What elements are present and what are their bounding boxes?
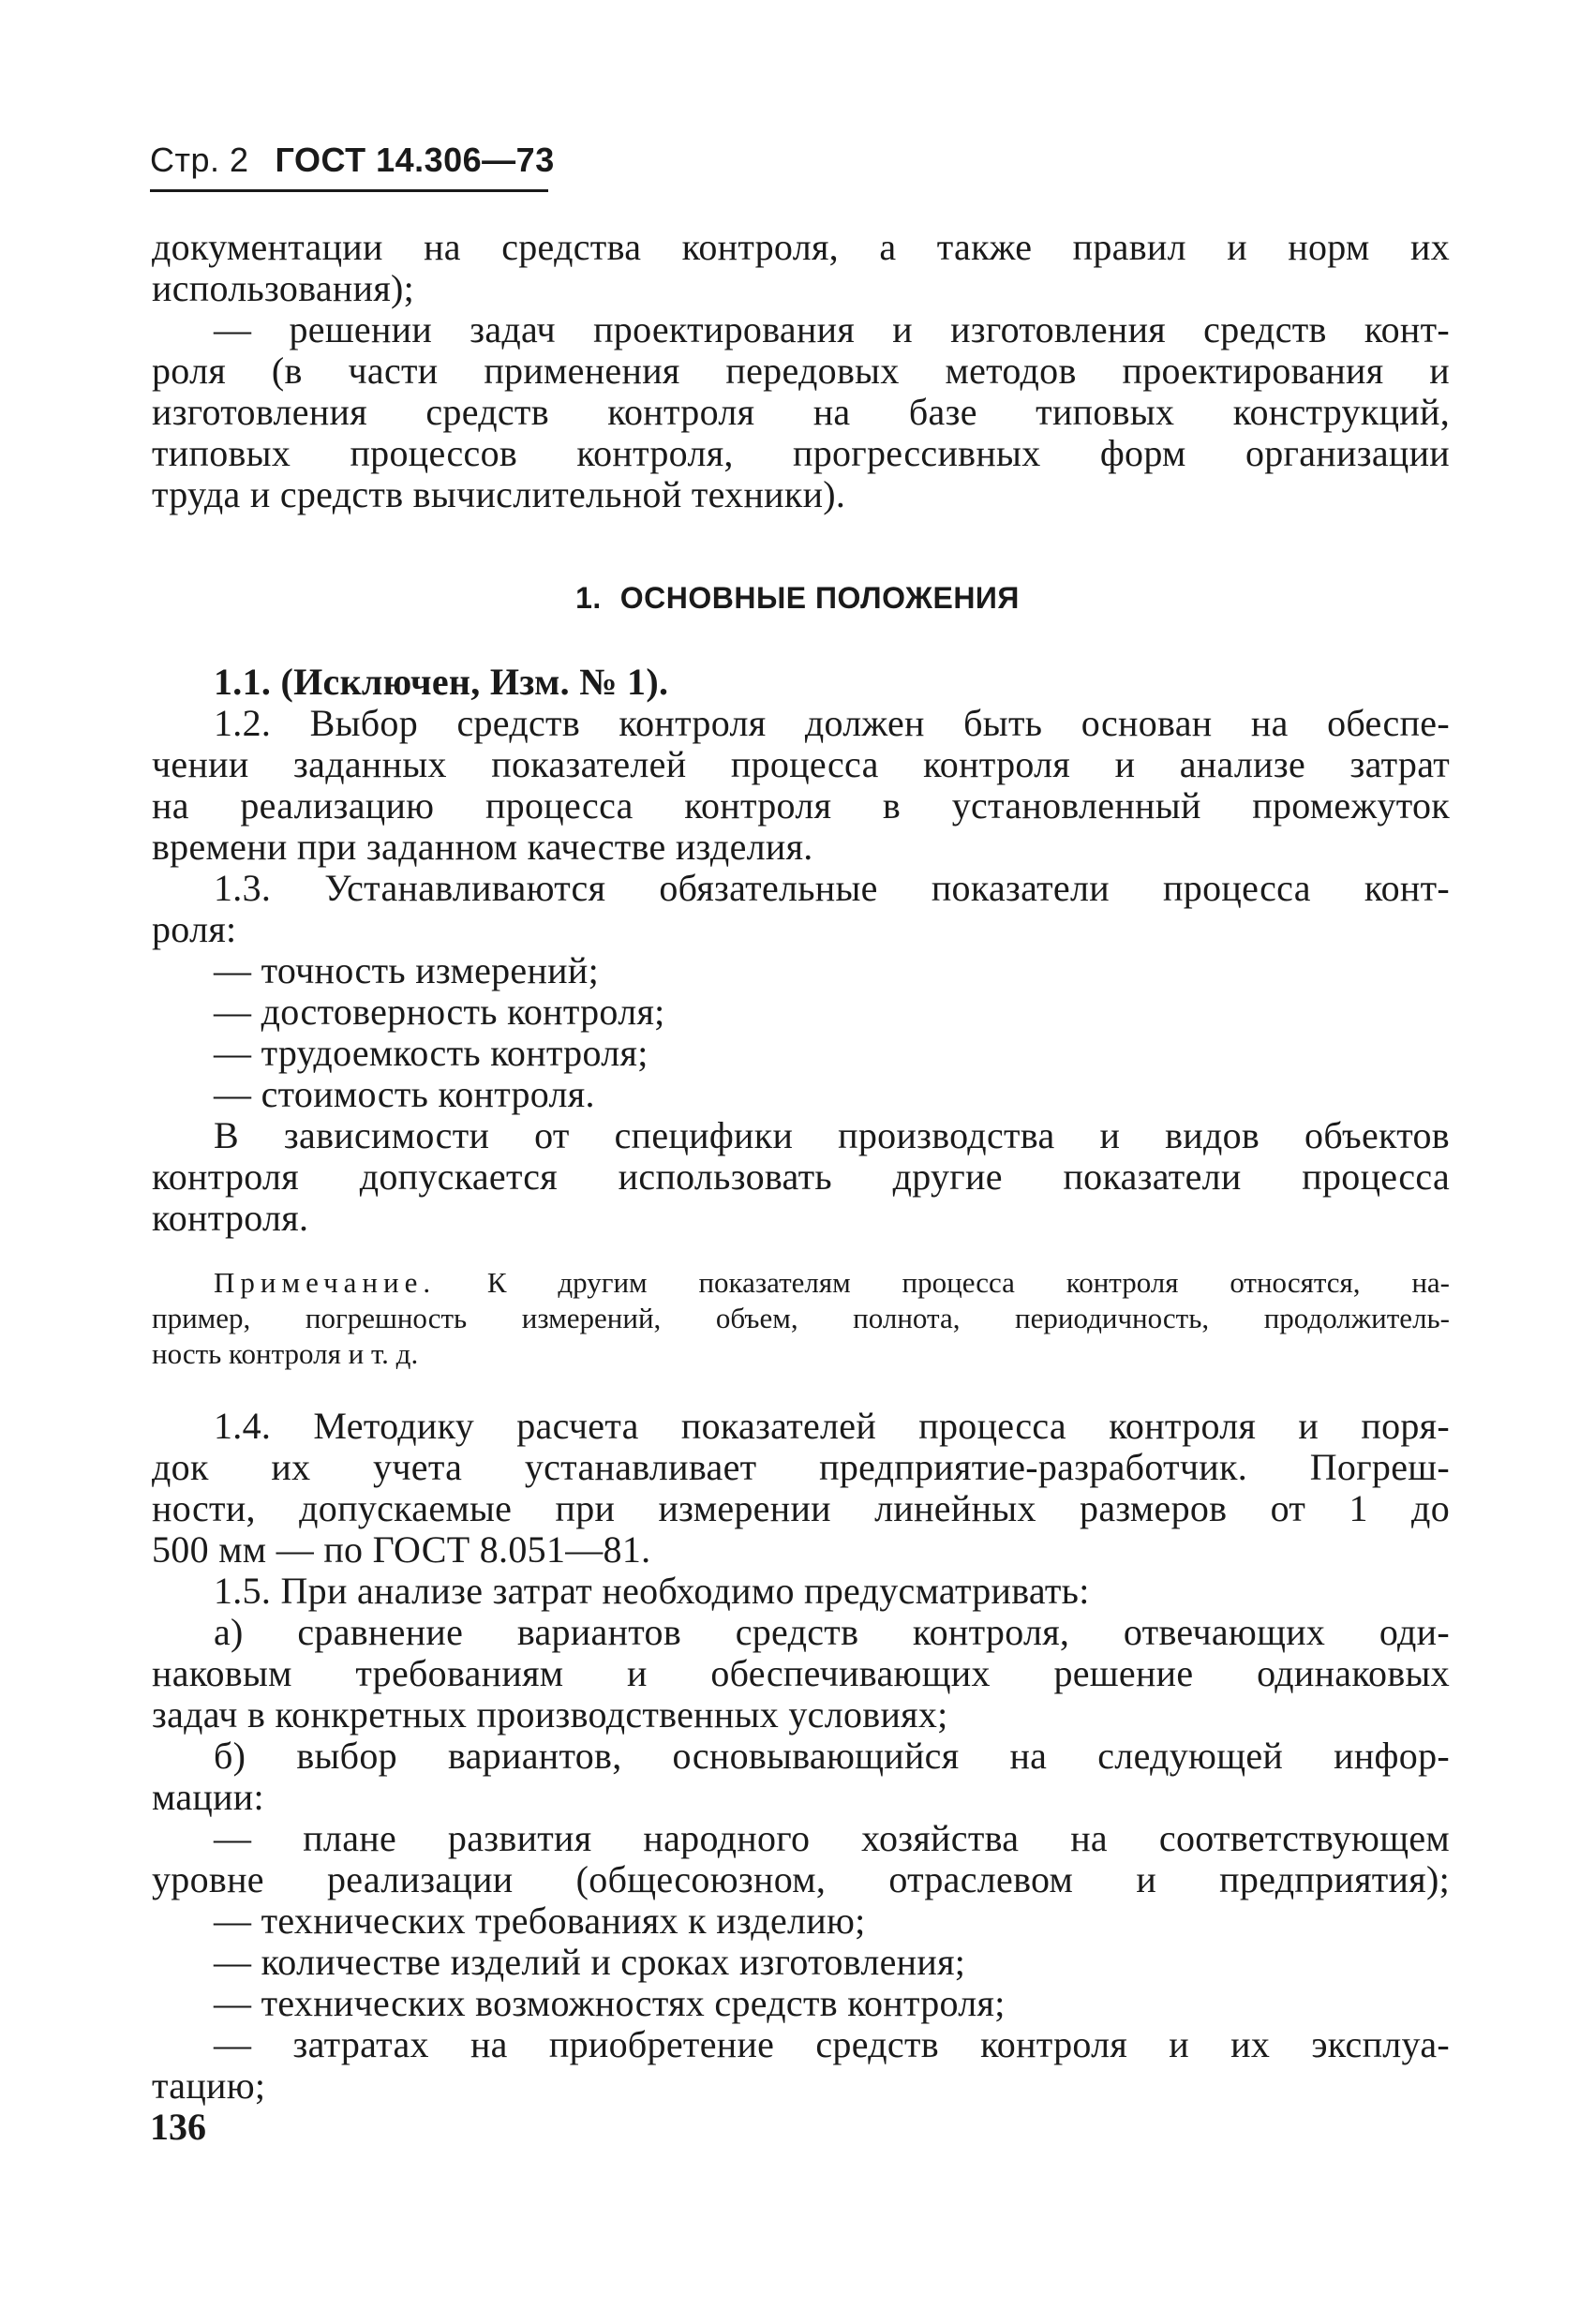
note-line: ность контроля и т. д.: [152, 1337, 419, 1370]
clause-line: 1.4. Методику расчета показателей процесса контроля и поря-: [214, 1405, 1450, 1447]
intro-line: документации на средства контроля, а также правил и норм их: [152, 226, 1450, 268]
clause-line: времени при заданном качестве изделия.: [152, 826, 813, 868]
clause-line: док их учета устанавливает предприятие-разработчик. Погреш-: [152, 1446, 1450, 1488]
note-text: К другим показателям процесса контроля относятся, на-: [486, 1266, 1450, 1299]
clause-line: наковым требованиям и обеспечивающих решение одинаковых: [152, 1652, 1450, 1694]
list-item: — достоверность контроля;: [214, 991, 665, 1033]
clause-line: чении заданных показателей процесса контроля и анализе затрат: [152, 743, 1450, 785]
list-item: — количестве изделий и сроках изготовления;: [214, 1941, 966, 1983]
intro-line: труда и средств вычислительной техники).: [152, 473, 846, 515]
clause-line: роля:: [152, 908, 237, 950]
clause-line: б) выбор вариантов, основывающийся на следующей инфор-: [214, 1735, 1450, 1777]
clause-line: тацию;: [152, 2064, 266, 2107]
intro-line: использования);: [152, 267, 415, 309]
clause-line: 1.2. Выбор средств контроля должен быть основан на обеспе-: [214, 702, 1450, 744]
clause-line: на реализацию процесса контроля в установленный промежуток: [152, 784, 1450, 827]
gost-code: ГОСТ 14.306—73: [275, 141, 555, 179]
header-rule: [150, 189, 548, 192]
clause-line: ности, допускаемые при измерении линейных размеров от 1 до: [152, 1487, 1450, 1529]
clause-line: 1.5. При анализе затрат необходимо предусматривать:: [214, 1570, 1090, 1612]
section-title: [0, 581, 1595, 616]
clause-line: 500 мм — по ГОСТ 8.051—81.: [152, 1528, 651, 1571]
clause-1-1: 1.1. (Исключен, Изм. № 1).: [214, 661, 669, 703]
clause-line: мации:: [152, 1776, 264, 1818]
list-item: — технических требованиях к изделию;: [214, 1899, 866, 1942]
clause-line: уровне реализации (общесоюзном, отраслевом и предприятия);: [152, 1858, 1450, 1900]
clause-line: В зависимости от специфики производства и видов объектов: [214, 1114, 1450, 1156]
section-text: ОСНОВНЫЕ ПОЛОЖЕНИЯ: [619, 581, 1020, 615]
page-prefix: Стр. 2: [150, 141, 249, 179]
list-item: — точность измерений;: [214, 949, 600, 991]
running-header: [150, 141, 555, 180]
intro-line: роля (в части применения передовых методов проектирования и: [152, 350, 1450, 392]
intro-line: — решении задач проектирования и изготовления средств конт-: [214, 308, 1450, 350]
page-number: 136: [150, 2106, 206, 2148]
section-number: 1.: [575, 581, 602, 615]
intro-line: типовых процессов контроля, прогрессивных форм организации: [152, 432, 1450, 474]
clause-line: 1.3. Устанавливаются обязательные показатели процесса конт-: [214, 867, 1450, 909]
clause-line: контроля.: [152, 1197, 309, 1239]
note-line: [214, 1267, 1450, 1299]
list-item: — плане развития народного хозяйства на соответствующем: [214, 1817, 1450, 1859]
clause-line: а) сравнение вариантов средств контроля, отвечающих оди-: [214, 1611, 1450, 1653]
list-item: — трудоемкость контроля;: [214, 1032, 648, 1074]
intro-line: изготовления средств контроля на базе типовых конструкций,: [152, 391, 1450, 433]
note-line: пример, погрешность измерений, объем, полнота, периодичность, продолжитель-: [152, 1302, 1450, 1334]
clause-line: контроля допускается использовать другие показатели процесса: [152, 1155, 1450, 1198]
note-label: Примечание.: [214, 1266, 437, 1299]
list-item: — стоимость контроля.: [214, 1073, 595, 1115]
list-item: — технических возможностях средств контроля;: [214, 1982, 1006, 2024]
list-item: — затратах на приобретение средств контроля и их эксплуа-: [214, 2023, 1450, 2065]
clause-line: задач в конкретных производственных условиях;: [152, 1693, 948, 1736]
